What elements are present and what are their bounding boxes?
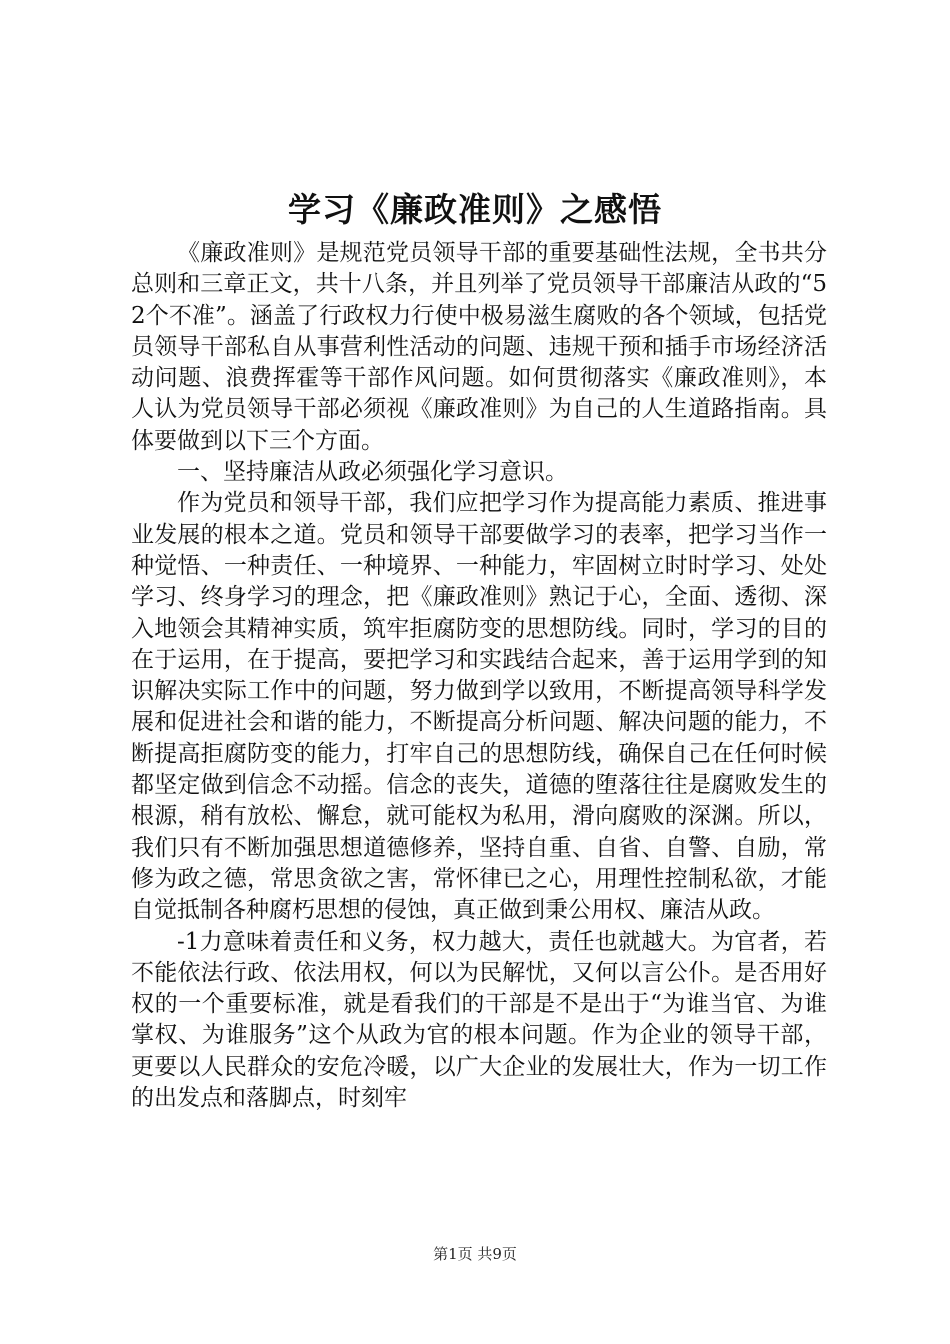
document-body (131, 238, 827, 1114)
power-responsibility-paragraph: -1力意味着责任和义务，权力越大，责任也就越大。为官者，若不能依法行政、依法用权，何以为民解忧，又何以言公仆。是否用好权的一个重要标准，就是看我们的干部是不是出于“为谁当官、为谁掌权、为谁服务”这个从政为官的根本问题。作为企业的领导干部，更要以人民群众的安危冷暖，以广大企业的发展壮大，作为一切工作的出发点和落脚点，时刻牢 (131, 928, 827, 1112)
section-1-paragraph: 作为党员和领导干部，我们应把学习作为提高能力素质、推进事业发展的根本之道。党员和领导干部要做学习的表率，把学习当作一种觉悟、一种责任、一种境界、一种能力，牢固树立时时学习、处处学习、终身学习的理念，把《廉政准则》熟记于心，全面、透彻、深入地领会其精神实质，筑牢拒腐防变的思想防线。同时，学习的目的在于运用，在于提高，要把学习和实践结合起来，善于运用学到的知识解决实际工作中的问题，努力做到学以致用，不断提高领导科学发展和促进社会和谐的能力，不断提高分析问题、解决问题的能力，不断提高拒腐防变的能力，打牢自己的思想防线，确保自己在任何时候都坚定做到信念不动摇。信念的丧失，道德的堕落往往是腐败发生的根源，稍有放松、懈怠，就可能权为私用，滑向腐败的深渊。所以，我们只有不断加强思想道德修养，坚持自重、自省、自警、自励，常修为政之德，常思贪欲之害，常怀律已之心，用理性控制私欲，才能自觉抵制各种腐朽思想的侵蚀，真正做到秉公用权、廉洁从政。 (131, 490, 827, 924)
page-number-footer: 第1页 共9页 (433, 1245, 517, 1263)
document-title: 学习《廉政准则》之感悟 (288, 190, 662, 229)
intro-paragraph: 《廉政准则》是规范党员领导干部的重要基础性法规，全书共分总则和三章正文，共十八条，并且列举了党员领导干部廉洁从政的“52个不准”。涵盖了行政权力行使中极易滋生腐败的各个领域，包括党员领导干部私自从事营利性活动的问题、违规干预和插手市场经济活动问题、浪费挥霍等干部作风问题。如何贯彻落实《廉政准则》，本人认为党员领导干部必须视《廉政准则》为自己的人生道路指南。具体要做到以下三个方面。 (131, 240, 827, 454)
section-heading-1: 一、坚持廉洁从政必须强化学习意识。 (177, 459, 568, 486)
